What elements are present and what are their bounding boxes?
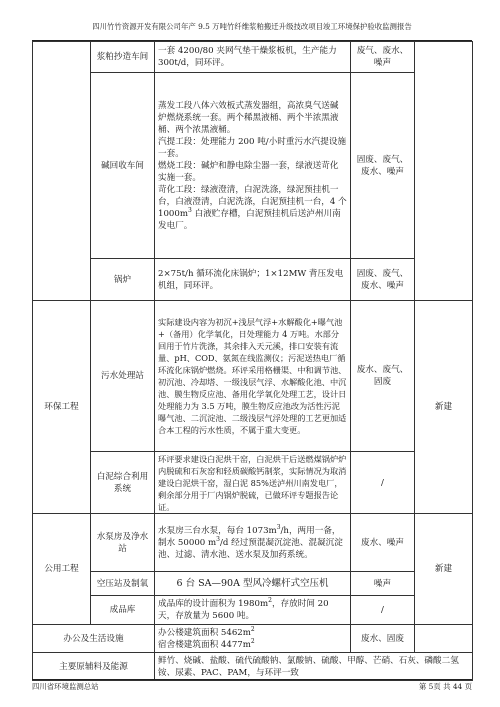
table-row bbox=[33, 452, 473, 514]
remark-cell: 新建 bbox=[415, 301, 473, 514]
content-cell: 实际建设内容为初沉+浅层气浮+水解酸化+曝气池+（备用）化学氧化，日处理能力 4 万吨。水部分回用于竹片洗涤，其余排入天元溪，排口安装有流量、pH、COD、氨氮在线监测仪；污泥送热电厂循环流化床锅炉燃烧。环评采用格栅渠、中和调节池、初沉池、冷却塔、一级浅层气浮、水解酸化池、中沉池、膜生物反应池、备用化学氧化处理工艺，设计日处理能力为 3.5 万吨，膜生物反应池改为活性污泥曝气池、二沉淀池、二级浅层气浮处理的工艺更加适合本工程的污水性质，不属于重大变更。 bbox=[155, 301, 351, 452]
table-row bbox=[33, 625, 473, 653]
pollutant-cell: 废水、废气、固废 bbox=[351, 301, 415, 452]
subcategory-cell: 碱回收车间 bbox=[91, 73, 155, 259]
page-footer bbox=[32, 679, 472, 694]
pollutant-cell: / bbox=[351, 452, 415, 514]
content-line: 蒸发工段八体六效板式蒸发器组，高浓臭气送碱炉燃烧系统一套。两个稀黑液桶、两个半浓黑液桶、两个浓黑液桶。 bbox=[158, 100, 339, 135]
pollutant-cell: 噪声 bbox=[351, 572, 415, 596]
content-line: 苛化工段：绿液澄清，白泥洗涤，绿泥预挂机一台，白液澄清，白泥洗涤，白泥预挂机一台，4 个 $1000m^3$ 白液贮存槽，白泥预挂机后送泸州川南发电厂。 bbox=[158, 184, 347, 231]
content-cell: 水泵房三台水泵，每台 $1073m^3/h$，两用一备，制水 50000 $m^3/d$ 经过预混凝沉淀池、混凝沉淀池、过滤、清水池、送水泵及加药系统。 bbox=[155, 514, 351, 572]
subcategory-cell: 锅炉 bbox=[91, 259, 155, 301]
category-cell: 主要原辅料及能源 bbox=[33, 653, 155, 681]
table-row bbox=[33, 514, 473, 572]
content-line: 办公楼建筑面积 $5462m^2$ bbox=[158, 625, 255, 638]
subcategory-cell: 成品库 bbox=[91, 596, 155, 625]
remark-cell bbox=[415, 625, 473, 653]
content-line: 汽提工段：处理能力 200 吨/小时重污水汽提设施一套。 bbox=[158, 136, 347, 159]
pollutant-cell: 废水、噪声 bbox=[351, 514, 415, 572]
table-row bbox=[33, 653, 473, 681]
table-row bbox=[33, 42, 473, 73]
content-cell bbox=[155, 73, 351, 259]
project-composition-table bbox=[32, 41, 473, 681]
content-line: 宿舍楼建筑面积 $4477m^2$ bbox=[158, 637, 255, 650]
subcategory-cell: 浆粕抄造车间 bbox=[91, 42, 155, 73]
content-cell: 成品库的设计面积为 $1980m^2$，存放时间 20 天，存放量为 5600 吨。 bbox=[155, 596, 351, 625]
table-row bbox=[33, 259, 473, 301]
subcategory-cell: 污水处理站 bbox=[91, 301, 155, 452]
page-number: 第 5页 共 44 页 bbox=[418, 682, 472, 691]
category-cell: 环保工程 bbox=[33, 301, 91, 514]
subcategory-cell: 水泵房及净水站 bbox=[91, 514, 155, 572]
subcategory-cell: 白泥综合利用系统 bbox=[91, 452, 155, 514]
content-cell: 一套 4200/80 夹网气垫干燥浆板机，生产能力 300t/d，同环评。 bbox=[155, 42, 351, 73]
remark-cell bbox=[415, 42, 473, 301]
footer-org: 四川省环境监测总站 bbox=[32, 682, 99, 691]
content-cell: 环评要求建设白泥烘干窑，白泥烘干后送燃煤锅炉炉内脱硫和石灰窑和轻质碳酸钙制浆，实际情况为取消建设白泥烘干窑，湿白泥 85%送泸州川南发电厂，剩余部分用于厂内锅炉脱硫，已做环评专题报告论证。 bbox=[155, 452, 351, 514]
table-row bbox=[33, 596, 473, 625]
category-cell: 办公及生活设施 bbox=[33, 625, 155, 653]
content-cell bbox=[155, 625, 351, 653]
table-row bbox=[33, 73, 473, 259]
remark-cell: 新建 bbox=[415, 514, 473, 625]
content-cell: 鲜竹、烧碱、盐酸、硫代硫酸钠、氯酸钠、硫酸、甲醇、芒硝、石灰、磷酸二氢铵、尿素、PAC、PAM，与环评一致 bbox=[155, 653, 473, 681]
pollutant-cell: 废水、固废 bbox=[351, 625, 415, 653]
content-cell: 2×75t/h 循环流化床锅炉；1×12MW 背压发电机组，同环评。 bbox=[155, 259, 351, 301]
page-header: 四川竹竹资源开发有限公司年产 9.5 万吨竹纤维浆粕搬迁升级技改项目竣工环境保护验收监测报告 bbox=[32, 14, 472, 41]
pollutant-cell: 废气、废水、噪声 bbox=[351, 42, 415, 73]
pollutant-cell: / bbox=[351, 596, 415, 625]
table-row bbox=[33, 301, 473, 452]
table-row bbox=[33, 572, 473, 596]
pollutant-cell: 固废、废气、废水、噪声 bbox=[351, 73, 415, 259]
subcategory-cell: 空压站及制氧 bbox=[91, 572, 155, 596]
content-line: 燃烧工段：碱炉和静电除尘器一套，绿液送苛化实施一套。 bbox=[158, 160, 339, 183]
content-cell: 6 台 SA—90A 型风冷螺杆式空压机 bbox=[155, 572, 351, 596]
category-cell bbox=[33, 42, 91, 301]
pollutant-cell: 固废、废气、废水、噪声 bbox=[351, 259, 415, 301]
category-cell: 公用工程 bbox=[33, 514, 91, 625]
